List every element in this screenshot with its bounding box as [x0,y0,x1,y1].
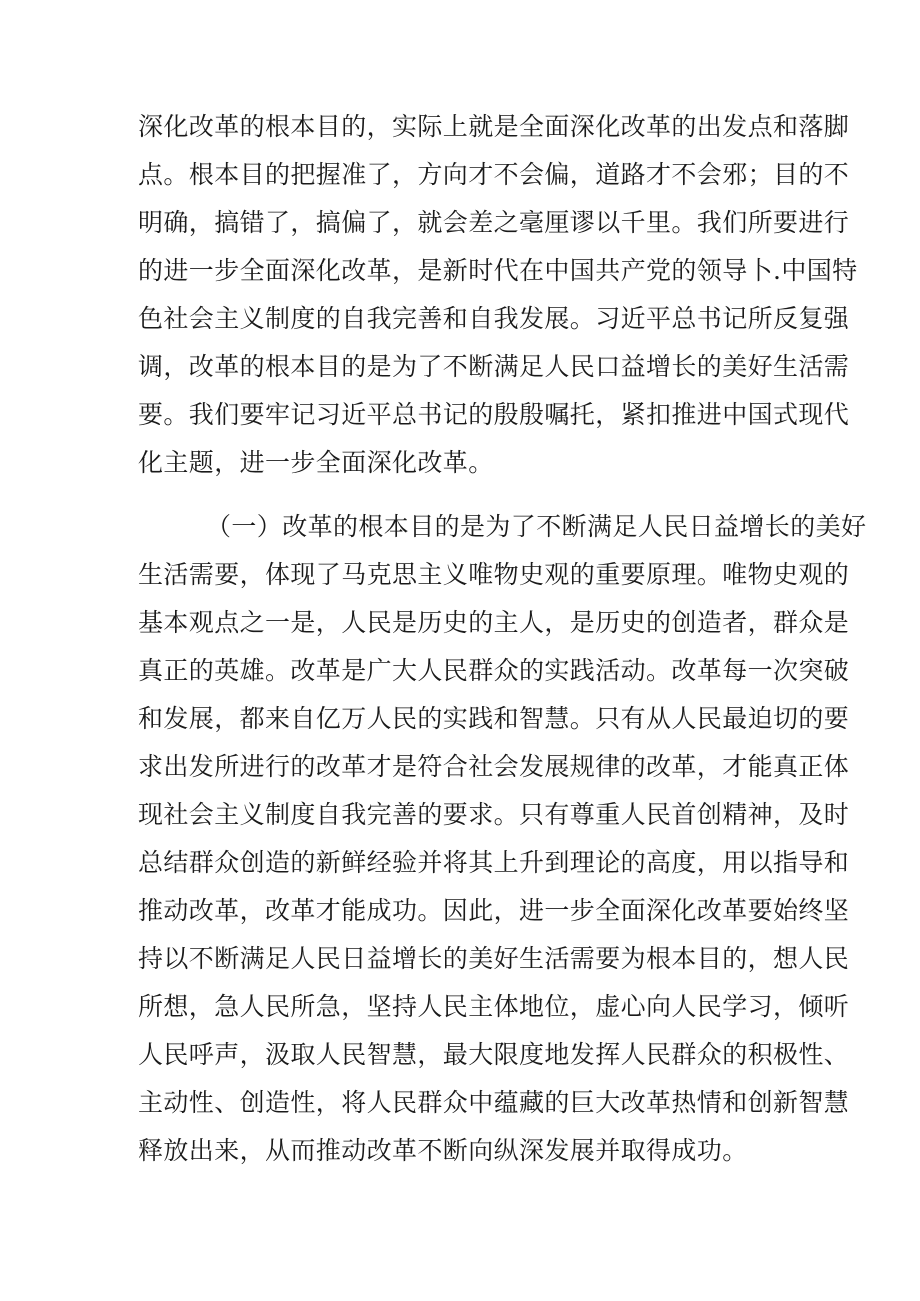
text-line: 现社会主义制度自我完善的要求。只有尊重人民首创精神，及时 [138,800,850,829]
text-line: 要。我们要牢记习近平总书记的殷殷嘱托，紧扣推进中国式现代 [138,400,850,429]
text-line: 点。根本目的把握准了，方向才不会偏，道路才不会邪；目的不 [138,160,850,189]
text-line: 调，改革的根本目的是为了不断满足人民口益增长的美好生活需 [138,352,850,381]
text-line: 主动性、创造性，将人民群众中蕴藏的巨大改革热情和创新智慧 [138,1088,850,1117]
text-line: 基本观点之一是，人民是历史的主人，是历史的创造者，群众是 [138,608,850,637]
text-line: 真正的英雄。改革是广大人民群众的实践活动。改革每一次突破 [138,656,850,685]
text-line: 明确，搞错了，搞偏了，就会差之毫厘谬以千里。我们所要进行 [138,208,850,237]
text-line: 化主题，进一步全面深化改革。 [138,448,494,477]
paragraph-2 [138,503,867,1175]
text-line: 生活需要，体现了马克思主义唯物史观的重要原理。唯物史观的 [138,560,850,589]
paragraph-1 [138,103,858,487]
text-line: 的进一步全面深化改革，是新时代在中国共产党的领导卜.中国特 [138,256,858,285]
text-line: 人民呼声，汲取人民智慧，最大限度地发挥人民群众的积极性、 [138,1040,850,1069]
text-line-indented: （一）改革的根本目的是为了不断满足人民日益增长的美好 [206,512,867,541]
text-line: 和发展，都来自亿万人民的实践和智慧。只有从人民最迫切的要 [138,704,850,733]
text-line: 求出发所进行的改革才是符合社会发展规律的改革，才能真正体 [138,752,850,781]
text-line: 深化改革的根本目的，实际上就是全面深化改革的出发点和落脚 [138,112,850,141]
text-line: 色社会主义制度的自我完善和自我发展。习近平总书记所反复强 [138,304,850,333]
text-line: 所想，急人民所急，坚持人民主体地位，虚心向人民学习，倾听 [138,992,850,1021]
text-line: 释放出来，从而推动改革不断向纵深发展并取得成功。 [138,1136,748,1165]
text-line: 总结群众创造的新鲜经验并将其上升到理论的高度，用以指导和 [138,848,850,877]
text-line: 持以不断满足人民日益增长的美好生活需要为根本目的，想人民 [138,944,850,973]
text-line: 推动改革，改革才能成功。因此，进一步全面深化改革要始终坚 [138,896,850,925]
